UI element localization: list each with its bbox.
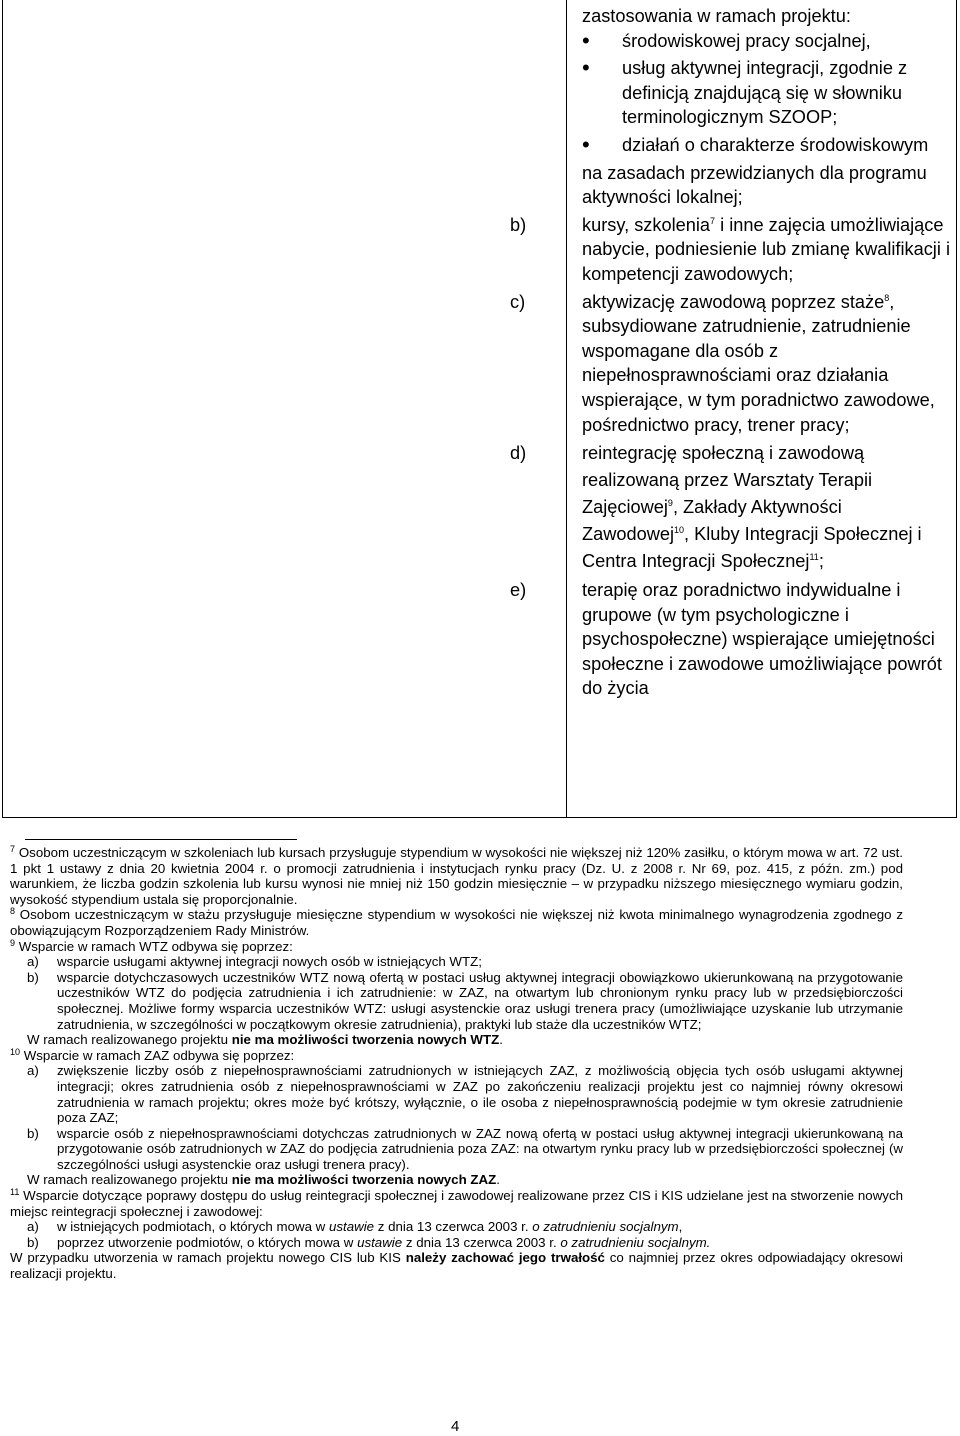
footnote-11-b: b) poprzez utworzenie podmiotów, o których mowa w ustawie z dnia 13 czerwca 2003 r. o zatrudnieniu socjalnym.: [27, 1234, 711, 1250]
list-item: b) kursy, szkolenia$^7$ i inne zajęcia umożliwiające nabycie, podniesienie lub zmianę kwalifikacji i kompetencji zawodowych;: [510, 214, 950, 284]
footnote-9-a: a) wsparcie usługami aktywnej integracji nowych osób w istniejących WTZ;: [27, 954, 482, 970]
footnote-11: $^{11}$ Wsparcie dotyczące poprawy dostępu do usług reintegracji społecznej i zawodowej realizowane przez CIS i KIS udzielane jest na stworzenie nowych miejsc reintegracji społecznej i zawodowej:: [10, 1187, 903, 1219]
table-cell-content: [510, 4, 952, 701]
footnote-9: $^9$ Wsparcie w ramach WTZ odbywa się poprzez:: [10, 937, 293, 954]
footnotes: [10, 845, 903, 1282]
footnote-11-a: a) w istniejących podmiotach, o których mowa w ustawie z dnia 13 czerwca 2003 r. o zatrudnieniu socjalnym,: [27, 1219, 683, 1235]
footnote-8: $^8$ Osobom uczestniczącym w stażu przysługuje miesięczne stypendium w wysokości nie większej niż kwota minimalnego wynagrodzenia zgodnego z obowiązującym Rozporządzeniem Rady Ministrów.: [10, 906, 903, 938]
footnote-11-note: W przypadku utworzenia w ramach projektu nowego CIS lub KIS należy zachować jego trwałość co najmniej przez okres odpowiadający okresowi realizacji projektu.: [10, 1250, 903, 1282]
cell-after-bullets: na zasadach przewidzianych dla programu aktywności lokalnej;: [582, 162, 927, 208]
footnote-10-b: b) wsparcie osób z niepełnosprawnościami dotychczas zatrudnionych w ZAZ nową ofertą w postaci usług aktywnej integracji ukierunkowaną na przygotowanie osób zatrudnionych w ZAZ do podjęcia zatrudnienia poza ZAZ: na otwartym rynku pracy lub w przedsiębiorczości społecznej (w szczególności usługi asystenckie oraz usługi trenera pracy).: [27, 1125, 903, 1172]
footnote-10-a: a) zwiększenie liczby osób z niepełnosprawnościami zatrudnionych w istniejących ZAZ, z możliwością objęcia tych osób usługami aktywnej integracji; okres zatrudnienia osób z niepełnosprawnościami w ZAZ po zakończeniu realizacji projektu jest co najmniej równy okresowi zatrudnienia w ramach projektu; okres może być krótszy, wyłącznie, o ile osoba z niepełnosprawnością podejmie w tym okresie zatrudnienie poza ZAZ;: [27, 1063, 903, 1126]
bullet-item: • działań o charakterze środowiskowym: [582, 133, 952, 158]
list-item: e) terapię oraz poradnictwo indywidualne i grupowe (w tym psychologiczne i psychospołeczne) wspierające umiejętności społeczne i zawodowe umożliwiające powrót do życia: [510, 580, 942, 699]
footnote-10-note: W ramach realizowanego projektu nie ma możliwości tworzenia nowych ZAZ.: [27, 1172, 500, 1188]
footnote-10: $^{10}$ Wsparcie w ramach ZAZ odbywa się poprzez:: [10, 1046, 295, 1063]
cell-intro: zastosowania w ramach projektu:: [582, 6, 851, 26]
list-item: d) reintegrację społeczną i zawodową realizowaną przez Warsztaty Terapii Zajęciowej$^9$, Zakłady Aktywności Zawodowej$^{10}$, Kluby Integracji Społecznej i Centra Integracji Społecznej$^{11}$;: [510, 443, 922, 572]
footnote-7: $^7$ Osobom uczestniczącym w szkoleniach lub kursach przysługuje stypendium w wysokości nie większej niż 120% zasiłku, o którym mowa w art. 72 ust. 1 pkt 1 ustawy z dnia 20 kwietnia 2004 r. o promocji zatrudnienia i instytucjach rynku pracy (Dz. U. z 2008 r. Nr 69, poz. 415, z późn. zm.) pod warunkiem, że liczba godzin szkolenia lub kursu wynosi nie mniej niż 150 godzin miesięcznie – w przypadku niższego miesięcznego wymiaru godzin, wysokość stypendium ustala się proporcjonalnie.: [10, 844, 903, 907]
footnote-9-b: b) wsparcie dotychczasowych uczestników WTZ nową ofertą w postaci usług aktywnej integracji obowiązkowo ukierunkowaną na przygotowanie uczestników WTZ do podjęcia zatrudnienia i ich zatrudnienie: w ZAZ, na otwartym lub chronionym rynku pracy lub w przedsiębiorczości społecznej. Możliwe formy wsparcia uczestników WTZ: usługi asystenckie oraz usługi trenera pracy (umożliwiające uzyskanie lub utrzymanie zatrudnienia, w szczególności w początkowym okresie zatrudnienia), praktyki lub staże dla uczestników WTZ;: [27, 969, 903, 1032]
page-number: 4: [451, 1418, 460, 1435]
column-divider: [566, 0, 567, 818]
bullet-item: • środowiskowej pracy socjalnej,: [582, 29, 952, 54]
list-item: c) aktywizację zawodową poprzez staże$^8$, subsydiowane zatrudnienie, zatrudnienie wspomagane dla osób z niepełnosprawnościami oraz działania wspierające, w tym poradnictwo zawodowe, pośrednictwo pracy, trener pracy;: [510, 291, 935, 435]
footnote-9-note: W ramach realizowanego projektu nie ma możliwości tworzenia nowych WTZ.: [27, 1032, 503, 1048]
bullet-item: • usług aktywnej integracji, zgodnie z definicją znajdującą się w słowniku terminologicznym SZOOP;: [582, 56, 952, 130]
footnote-separator: [25, 839, 297, 840]
